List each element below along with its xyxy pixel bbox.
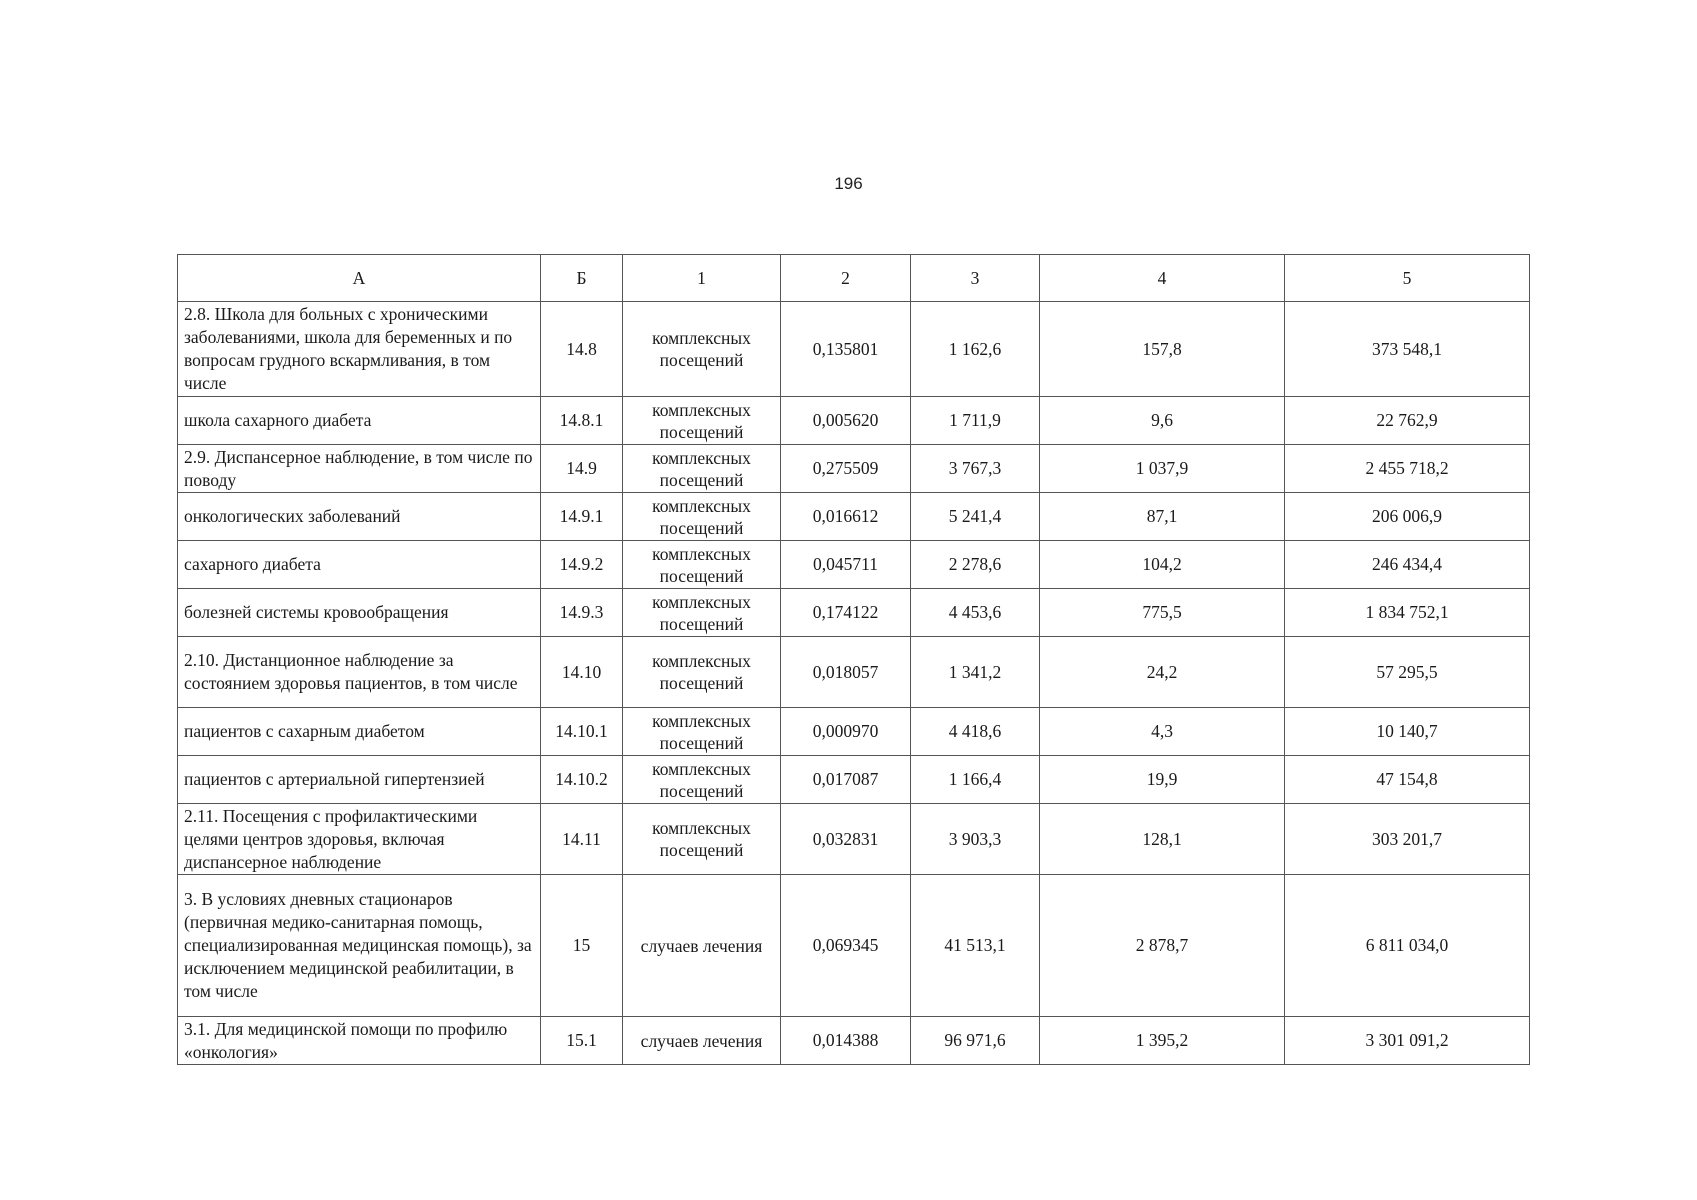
row-code: 14.10.2	[541, 756, 623, 804]
row-unit: комплексных посещений	[623, 302, 781, 397]
row-col5: 206 006,9	[1285, 493, 1530, 541]
table-row	[178, 637, 1530, 708]
row-name: 3. В условиях дневных стационаров (первичная медико-санитарная помощь, специализированная медицинская помощь), за исключением медицинской реабилитации, в том числе	[178, 875, 541, 1017]
row-code: 14.11	[541, 804, 623, 875]
row-col2: 0,018057	[781, 637, 911, 708]
row-unit: комплексных посещений	[623, 756, 781, 804]
row-col5: 373 548,1	[1285, 302, 1530, 397]
row-col4: 157,8	[1040, 302, 1285, 397]
header-cell: Б	[541, 255, 623, 302]
row-col3: 41 513,1	[911, 875, 1040, 1017]
row-name: пациентов с артериальной гипертензией	[178, 756, 541, 804]
row-col2: 0,045711	[781, 541, 911, 589]
row-col2: 0,135801	[781, 302, 911, 397]
header-cell: А	[178, 255, 541, 302]
page-number: 196	[834, 174, 863, 193]
table-row	[178, 875, 1530, 1017]
row-col3: 4 453,6	[911, 589, 1040, 637]
row-name: 3.1. Для медицинской помощи по профилю «онкология»	[178, 1017, 541, 1065]
row-col5: 303 201,7	[1285, 804, 1530, 875]
row-col3: 3 903,3	[911, 804, 1040, 875]
row-col4: 128,1	[1040, 804, 1285, 875]
row-col5: 47 154,8	[1285, 756, 1530, 804]
header-cell: 4	[1040, 255, 1285, 302]
row-unit: комплексных посещений	[623, 493, 781, 541]
row-col3: 2 278,6	[911, 541, 1040, 589]
row-col3: 4 418,6	[911, 708, 1040, 756]
row-code: 14.9.3	[541, 589, 623, 637]
row-col2: 0,000970	[781, 708, 911, 756]
table-row	[178, 1017, 1530, 1065]
row-col3: 1 162,6	[911, 302, 1040, 397]
row-col5: 1 834 752,1	[1285, 589, 1530, 637]
row-col4: 1 037,9	[1040, 445, 1285, 493]
data-table	[177, 254, 1530, 1065]
row-code: 14.10	[541, 637, 623, 708]
row-col2: 0,014388	[781, 1017, 911, 1065]
row-col3: 1 341,2	[911, 637, 1040, 708]
row-col2: 0,275509	[781, 445, 911, 493]
row-col3: 5 241,4	[911, 493, 1040, 541]
row-col5: 57 295,5	[1285, 637, 1530, 708]
row-name: 2.10. Дистанционное наблюдение за состоянием здоровья пациентов, в том числе	[178, 637, 541, 708]
row-col2: 0,174122	[781, 589, 911, 637]
table-row	[178, 589, 1530, 637]
row-name: 2.9. Диспансерное наблюдение, в том числе по поводу	[178, 445, 541, 493]
row-unit: комплексных посещений	[623, 708, 781, 756]
row-unit: комплексных посещений	[623, 589, 781, 637]
row-col4: 4,3	[1040, 708, 1285, 756]
header-cell: 5	[1285, 255, 1530, 302]
row-col4: 104,2	[1040, 541, 1285, 589]
row-name: пациентов с сахарным диабетом	[178, 708, 541, 756]
row-unit: случаев лечения	[623, 875, 781, 1017]
table-row	[178, 804, 1530, 875]
header-cell: 2	[781, 255, 911, 302]
row-code: 14.10.1	[541, 708, 623, 756]
row-unit: комплексных посещений	[623, 541, 781, 589]
row-col5: 10 140,7	[1285, 708, 1530, 756]
row-col3: 3 767,3	[911, 445, 1040, 493]
row-col5: 2 455 718,2	[1285, 445, 1530, 493]
row-code: 15.1	[541, 1017, 623, 1065]
row-col5: 6 811 034,0	[1285, 875, 1530, 1017]
row-col2: 0,032831	[781, 804, 911, 875]
row-col2: 0,017087	[781, 756, 911, 804]
row-code: 15	[541, 875, 623, 1017]
table-row	[178, 708, 1530, 756]
row-col4: 87,1	[1040, 493, 1285, 541]
table-row	[178, 541, 1530, 589]
row-col4: 2 878,7	[1040, 875, 1285, 1017]
row-name: 2.11. Посещения с профилактическими целями центров здоровья, включая диспансерное наблюдение	[178, 804, 541, 875]
row-col4: 24,2	[1040, 637, 1285, 708]
header-cell: 1	[623, 255, 781, 302]
header-cell: 3	[911, 255, 1040, 302]
row-name: сахарного диабета	[178, 541, 541, 589]
row-name: 2.8. Школа для больных с хроническими заболеваниями, школа для беременных и по вопросам грудного вскармливания, в том числе	[178, 302, 541, 397]
table-row	[178, 397, 1530, 445]
row-name: онкологических заболеваний	[178, 493, 541, 541]
table-row	[178, 445, 1530, 493]
row-unit: комплексных посещений	[623, 804, 781, 875]
row-col4: 19,9	[1040, 756, 1285, 804]
row-col5: 3 301 091,2	[1285, 1017, 1530, 1065]
row-unit: комплексных посещений	[623, 637, 781, 708]
table-row	[178, 302, 1530, 397]
row-col2: 0,005620	[781, 397, 911, 445]
row-col4: 775,5	[1040, 589, 1285, 637]
row-code: 14.8.1	[541, 397, 623, 445]
row-col5: 22 762,9	[1285, 397, 1530, 445]
row-col5: 246 434,4	[1285, 541, 1530, 589]
row-name: школа сахарного диабета	[178, 397, 541, 445]
row-unit: комплексных посещений	[623, 397, 781, 445]
row-code: 14.8	[541, 302, 623, 397]
row-col4: 9,6	[1040, 397, 1285, 445]
row-col2: 0,069345	[781, 875, 911, 1017]
row-unit: комплексных посещений	[623, 445, 781, 493]
row-code: 14.9	[541, 445, 623, 493]
header-row	[178, 255, 1530, 302]
table-row	[178, 756, 1530, 804]
row-col3: 1 711,9	[911, 397, 1040, 445]
row-col4: 1 395,2	[1040, 1017, 1285, 1065]
table-row	[178, 493, 1530, 541]
row-code: 14.9.2	[541, 541, 623, 589]
row-col2: 0,016612	[781, 493, 911, 541]
row-code: 14.9.1	[541, 493, 623, 541]
row-unit: случаев лечения	[623, 1017, 781, 1065]
row-name: болезней системы кровообращения	[178, 589, 541, 637]
row-col3: 96 971,6	[911, 1017, 1040, 1065]
row-col3: 1 166,4	[911, 756, 1040, 804]
